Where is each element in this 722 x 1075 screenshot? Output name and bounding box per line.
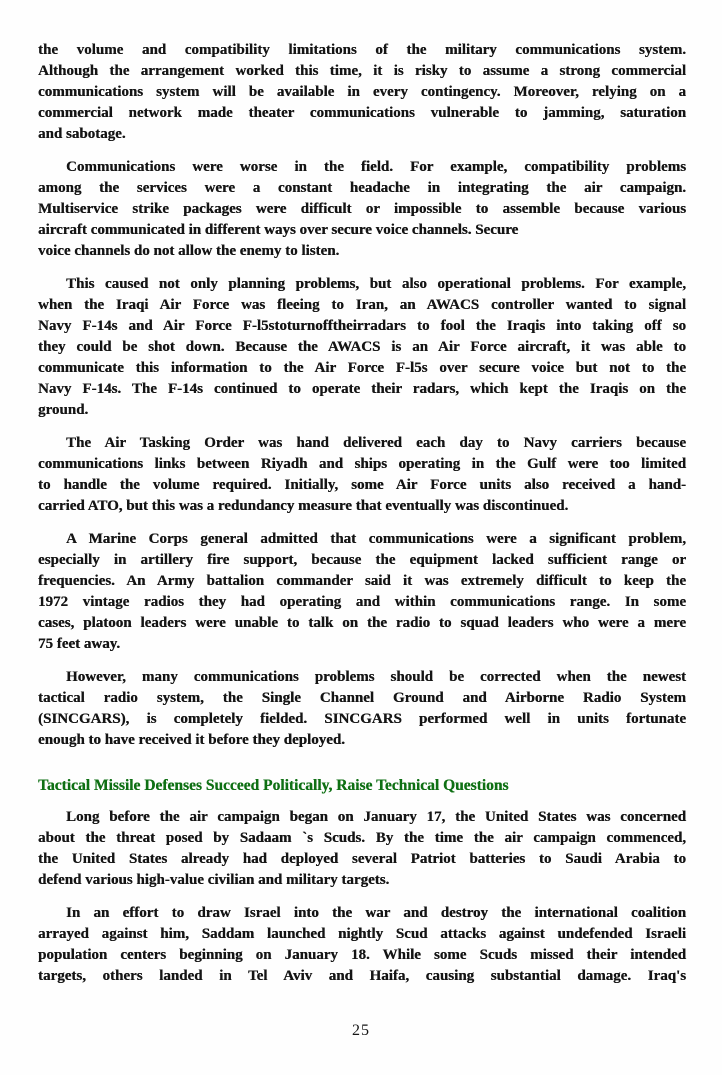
section-heading: Tactical Missile Defenses Succeed Politically, Raise Technical Questions: [38, 777, 509, 794]
text-line: aircraft communicated in different ways over secure voice channels. Secure: [38, 222, 519, 238]
text-line: In an effort to draw Israel into the war and destroy the international coalition: [66, 905, 686, 921]
text-line: when the Iraqi Air Force was fleeing to Iran, an AWACS controller wanted to signal: [38, 297, 686, 313]
text-line: Multiservice strike packages were difficult or impossible to assemble because various: [38, 201, 686, 217]
text-line: communicate this information to the Air Force F-l5s over secure voice but not to the: [38, 360, 686, 376]
text-line: Although the arrangement worked this time, it is risky to assume a strong commercial: [38, 63, 686, 79]
text-line: about the threat posed by Sadaam `s Scuds. By the time the air campaign commenced,: [38, 830, 686, 846]
text-line: targets, others landed in Tel Aviv and Haifa, causing substantial damage. Iraq's: [38, 968, 686, 984]
text-line: especially in artillery fire support, because the equipment lacked sufficient range or: [38, 552, 686, 568]
text-line: the volume and compatibility limitations of the military communications system.: [38, 42, 686, 58]
text-line: ground.: [38, 402, 89, 418]
page-number: 25: [352, 1022, 370, 1039]
text-line: cases, platoon leaders were unable to talk on the radio to squad leaders who were a mere: [38, 615, 686, 631]
paragraph: [38, 903, 686, 987]
text-line: communications system will be available in every contingency. Moreover, relying on a: [38, 84, 686, 100]
text-line: commercial network made theater communications vulnerable to jamming, saturation: [38, 105, 686, 121]
text-line: Communications were worse in the field. For example, compatibility problems: [66, 159, 686, 175]
text-line: Navy F-14s and Air Force F-l5stoturnofftheirradars to fool the Iraqis into taking off so: [38, 318, 686, 334]
text-line: communications links between Riyadh and ships operating in the Gulf were too limited: [38, 456, 686, 472]
text-line: tactical radio system, the Single Channel Ground and Airborne Radio System: [38, 690, 686, 706]
text-line: A Marine Corps general admitted that communications were a significant problem,: [66, 531, 686, 547]
text-line: This caused not only planning problems, but also operational problems. For example,: [66, 276, 686, 292]
text-line: defend various high-value civilian and military targets.: [38, 872, 390, 888]
text-line: 1972 vintage radios they had operating and within communications range. In some: [38, 594, 686, 610]
text-line: among the services were a constant headache in integrating the air campaign.: [38, 180, 686, 196]
text-line: the United States already had deployed several Patriot batteries to Saudi Arabia to: [38, 851, 686, 867]
text-line: they could be shot down. Because the AWACS is an Air Force aircraft, it was able to: [38, 339, 686, 355]
text-line: However, many communications problems should be corrected when the newest: [66, 669, 686, 685]
text-line: 75 feet away.: [38, 636, 121, 652]
text-line: arrayed against him, Saddam launched nightly Scud attacks against undefended Israeli: [38, 926, 686, 942]
paragraph: [38, 40, 686, 145]
text-line: voice channels do not allow the enemy to listen.: [38, 243, 340, 259]
paragraph: [38, 274, 686, 421]
text-block: [38, 40, 686, 999]
paragraph: [38, 667, 686, 751]
text-line: The Air Tasking Order was hand delivered each day to Navy carriers because: [66, 435, 686, 451]
text-line: population centers beginning on January 18. While some Scuds missed their intended: [38, 947, 686, 963]
paragraph: [38, 433, 686, 517]
paragraph: [38, 157, 686, 262]
text-line: Navy F-14s. The F-14s continued to operate their radars, which kept the Iraqis on the: [38, 381, 686, 397]
text-line: to handle the volume required. Initially, some Air Force units also received a hand-: [38, 477, 686, 493]
text-line: carried ATO, but this was a redundancy measure that eventually was discontinued.: [38, 498, 569, 514]
text-line: enough to have received it before they deployed.: [38, 732, 345, 748]
text-line: (SINCGARS), is completely fielded. SINCGARS performed well in units fortunate: [38, 711, 686, 727]
paragraph: [38, 529, 686, 655]
text-line: frequencies. An Army battalion commander said it was extremely difficult to keep the: [38, 573, 686, 589]
paragraph: [38, 807, 686, 891]
text-line: Long before the air campaign began on January 17, the United States was concerned: [66, 809, 686, 825]
text-line: and sabotage.: [38, 126, 126, 142]
